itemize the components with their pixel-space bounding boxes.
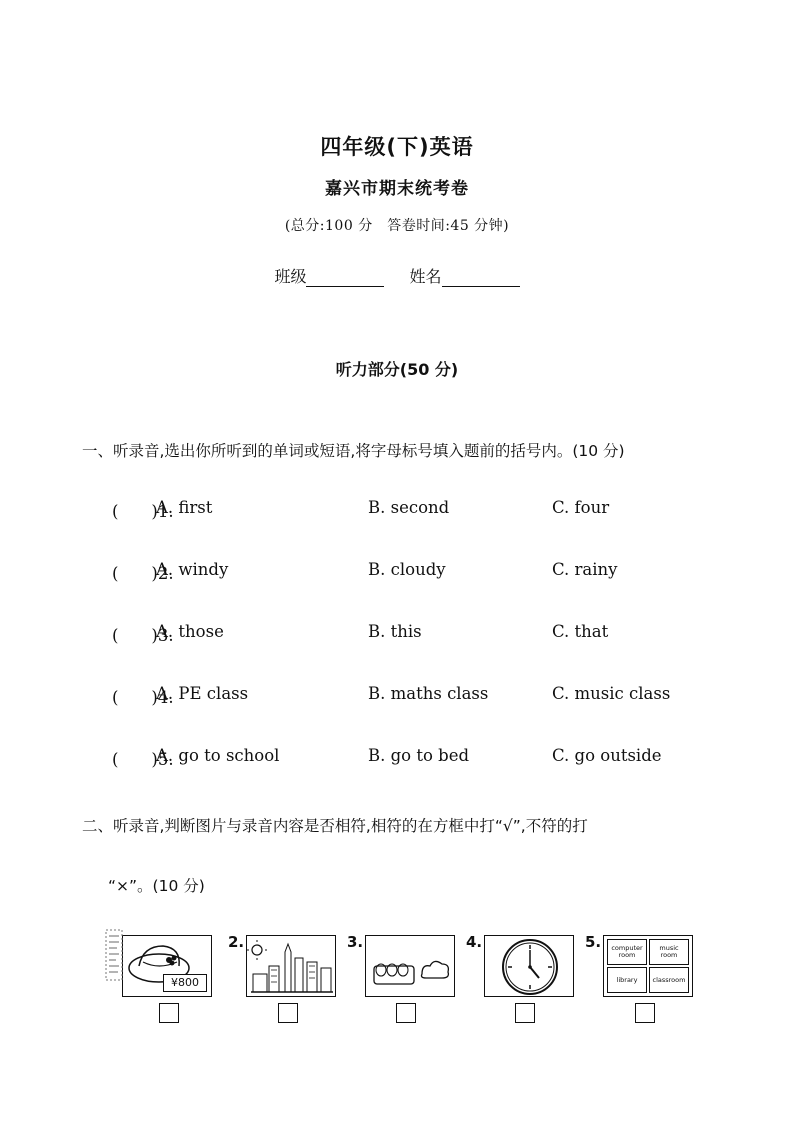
question-row-2 bbox=[112, 560, 752, 584]
name-blank[interactable] bbox=[442, 270, 520, 287]
question-row-3 bbox=[112, 622, 752, 646]
option-b: B. this bbox=[368, 622, 422, 641]
answer-paren[interactable]: ( )3. bbox=[112, 626, 174, 645]
option-b: B. cloudy bbox=[368, 560, 446, 579]
question-row-5 bbox=[112, 746, 752, 770]
answer-box-2[interactable] bbox=[278, 1003, 298, 1023]
option-c: C. rainy bbox=[552, 560, 618, 579]
room-library: library bbox=[607, 967, 647, 993]
answer-paren[interactable]: ( )1. bbox=[112, 502, 174, 521]
picture-5 bbox=[585, 933, 693, 999]
answer-box-4[interactable] bbox=[515, 1003, 535, 1023]
option-a: A. those bbox=[156, 622, 224, 641]
answer-paren[interactable]: ( )5. bbox=[112, 750, 174, 769]
room-classroom: classroom bbox=[649, 967, 689, 993]
option-b: B. second bbox=[368, 498, 450, 517]
price-tag: ¥800 bbox=[163, 974, 207, 992]
option-c: C. that bbox=[552, 622, 609, 641]
option-b: B. maths class bbox=[368, 684, 489, 703]
answer-box-3[interactable] bbox=[396, 1003, 416, 1023]
part2-instruction-line2: “×”。(10 分) bbox=[108, 877, 205, 895]
hat-price-icon bbox=[122, 935, 212, 997]
picture-3 bbox=[347, 933, 455, 999]
clock-icon bbox=[484, 935, 574, 997]
picture-2 bbox=[228, 933, 336, 999]
option-a: A. go to school bbox=[156, 746, 280, 765]
option-c: C. go outside bbox=[552, 746, 662, 765]
picture-number: 3. bbox=[347, 933, 364, 951]
part1-instruction: 一、听录音,选出你所听到的单词或短语,将字母标号填入题前的括号内。(10 分) bbox=[82, 442, 625, 460]
student-info-line bbox=[0, 264, 794, 287]
option-b: B. go to bed bbox=[368, 746, 470, 765]
listening-section-title: 听力部分(50 分) bbox=[335, 360, 459, 379]
option-c: C. four bbox=[552, 498, 610, 517]
picture-number: 2. bbox=[228, 933, 245, 951]
picture-4 bbox=[466, 933, 574, 999]
option-a: A. PE class bbox=[156, 684, 249, 703]
picture-number: 4. bbox=[466, 933, 483, 951]
question-row-1 bbox=[112, 498, 752, 522]
stamp-icon bbox=[104, 928, 124, 982]
picture-number: 5. bbox=[585, 933, 602, 951]
option-c: C. music class bbox=[552, 684, 671, 703]
option-a: A. first bbox=[156, 498, 213, 517]
part2-instruction-line1: 二、听录音,判断图片与录音内容是否相符,相符的在方框中打“√”,不符的打 bbox=[82, 817, 588, 835]
room-computer: computer room bbox=[607, 939, 647, 965]
eggs-clouds-icon bbox=[365, 935, 455, 997]
answer-box-1[interactable] bbox=[159, 1003, 179, 1023]
class-label: 班级 bbox=[274, 267, 307, 286]
exam-subtitle: 嘉兴市期末统考卷 bbox=[325, 179, 469, 199]
question-row-4 bbox=[112, 684, 752, 708]
rooms-map-icon bbox=[603, 935, 693, 997]
name-label: 姓名 bbox=[409, 267, 442, 286]
city-skyline-icon bbox=[246, 935, 336, 997]
answer-box-5[interactable] bbox=[635, 1003, 655, 1023]
room-music: music room bbox=[649, 939, 689, 965]
answer-paren[interactable]: ( )2. bbox=[112, 564, 174, 583]
option-a: A. windy bbox=[156, 560, 229, 579]
class-blank[interactable] bbox=[306, 270, 384, 287]
score-time-info: (总分:100 分 答卷时间:45 分钟) bbox=[284, 218, 510, 234]
answer-paren[interactable]: ( )4. bbox=[112, 688, 174, 707]
exam-title: 四年级(下)英语 bbox=[320, 135, 474, 159]
